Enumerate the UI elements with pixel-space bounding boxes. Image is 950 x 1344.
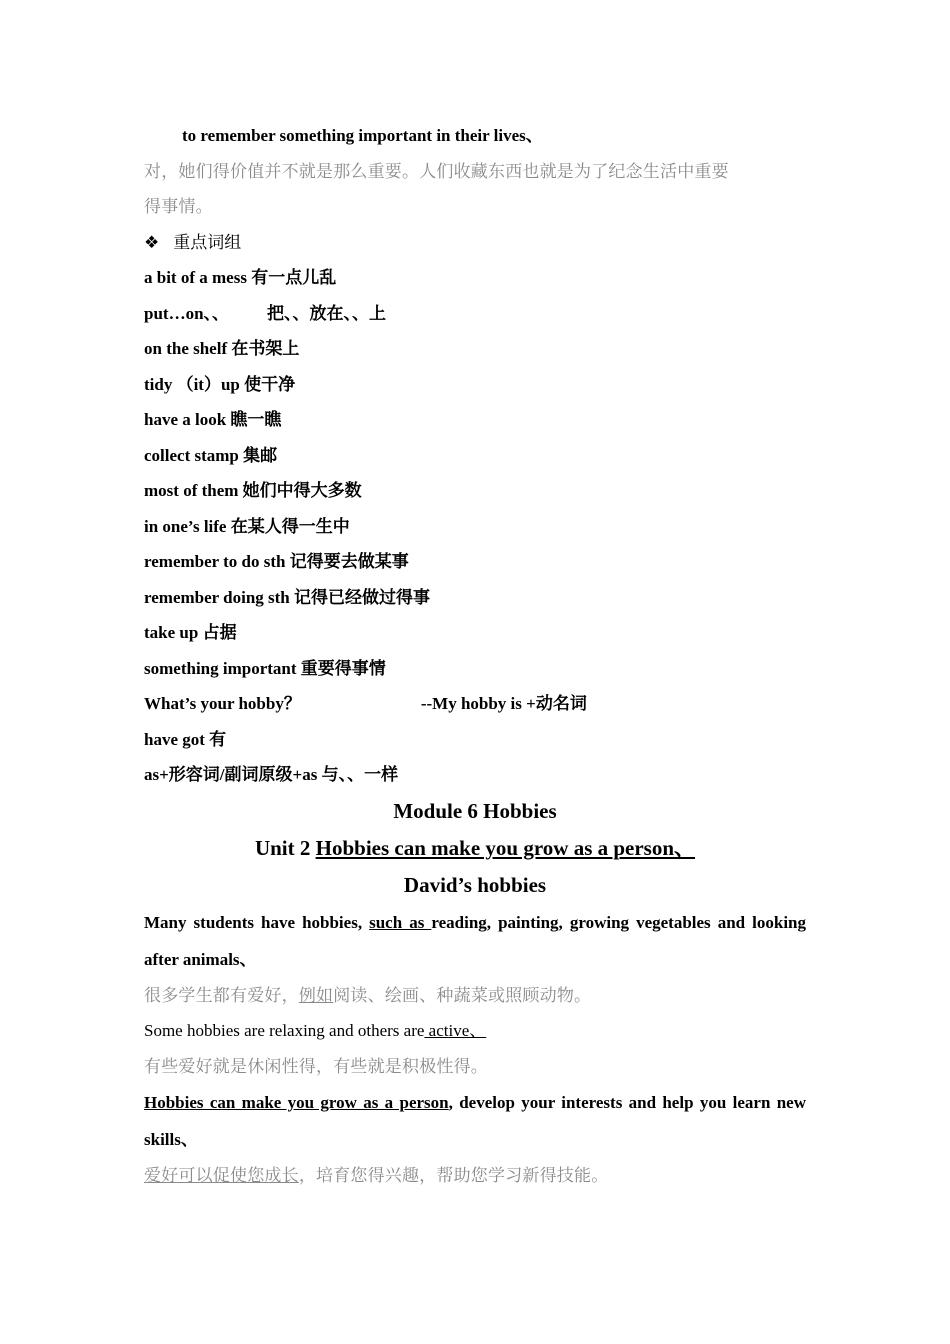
english-sentence-end: to remember something important in their lives、 [182,126,543,145]
phrase-item [144,296,806,332]
phrases-heading-label: 重点词组 [173,232,242,252]
phrase-question: What’s your hobby？ [144,694,301,713]
translation-text: 阅读、绘画、种蔬菜或照顾动物。 [333,985,592,1005]
phrase-item: have a look 瞧一瞧 [144,410,282,429]
phrase-item: collect stamp 集邮 [144,445,278,465]
chinese-translation-2: 有些爱好就是休闲性得，有些就是积极性得。 [144,1056,488,1076]
underlined-phrase: Hobbies can make you grow as a person [144,1093,449,1112]
phrase-item: most of them 她们中得大多数 [144,481,362,500]
paragraph-text: , develop your interests and help you learn new skills、 [144,1093,806,1149]
phrase-item: have got 有 [144,729,227,749]
phrase-item: remember to do sth 记得要去做某事 [144,552,409,571]
phrase-item: take up 占据 [144,623,237,642]
paragraph-text: Some hobbies are relaxing and others are [144,1021,425,1040]
unit-title-text: Hobbies can make you grow as a person、 [315,835,696,860]
phrase-item: in one’s life 在某人得一生中 [144,516,350,536]
translation-text: 很多学生都有爱好， [144,985,299,1005]
unit-title [144,830,806,867]
paragraph-text: reading, painting, growing vegetables and looking after animals、 [144,912,806,969]
phrase-item: remember doing sth 记得已经做过得事 [144,587,431,607]
translation-text: ，培育您得兴趣，帮助您学习新得技能。 [298,1166,609,1185]
phrase-item: tidy （it）up 使干净 [144,374,296,394]
unit-prefix: Unit 2 [254,835,316,860]
chinese-translation-line-2: 得事情。 [144,197,213,216]
paragraph-text: Many students have hobbies, [144,912,370,932]
phrase-item: something important 重要得事情 [144,658,386,678]
passage-subtitle: David’s hobbies [403,872,547,897]
phrase-item [144,686,806,722]
chinese-translation-line-1: 对，她们得价值并不就是那么重要。人们收藏东西也就是为了纪念生活中重要 [144,161,729,181]
underlined-translation: 例如 [298,985,334,1005]
phrase-item: as+形容词/副词原级+as 与、、一样 [144,765,399,784]
phrases-heading [144,225,806,261]
underlined-translation: 爱好可以促使您成长 [144,1166,299,1185]
passage-paragraph-3 [144,1084,806,1158]
chinese-translation-1 [144,978,806,1014]
module-title: Module 6 Hobbies [393,798,557,823]
phrase-meaning: 把、、放在、、上 [267,303,387,323]
phrase-text: put…on、、 [144,303,230,323]
underlined-word: active、 [424,1021,487,1040]
passage-paragraph-1 [144,904,806,978]
document-page [144,118,806,1194]
phrase-item: on the shelf 在书架上 [144,339,300,358]
diamond-bullet-icon: ❖ [144,232,160,252]
passage-paragraph-2 [144,1013,806,1049]
underlined-phrase: such as [369,912,432,932]
chinese-translation-3 [144,1158,806,1194]
phrase-answer: --My hobby is +动名词 [420,694,587,713]
phrase-item: a bit of a mess 有一点儿乱 [144,268,337,287]
